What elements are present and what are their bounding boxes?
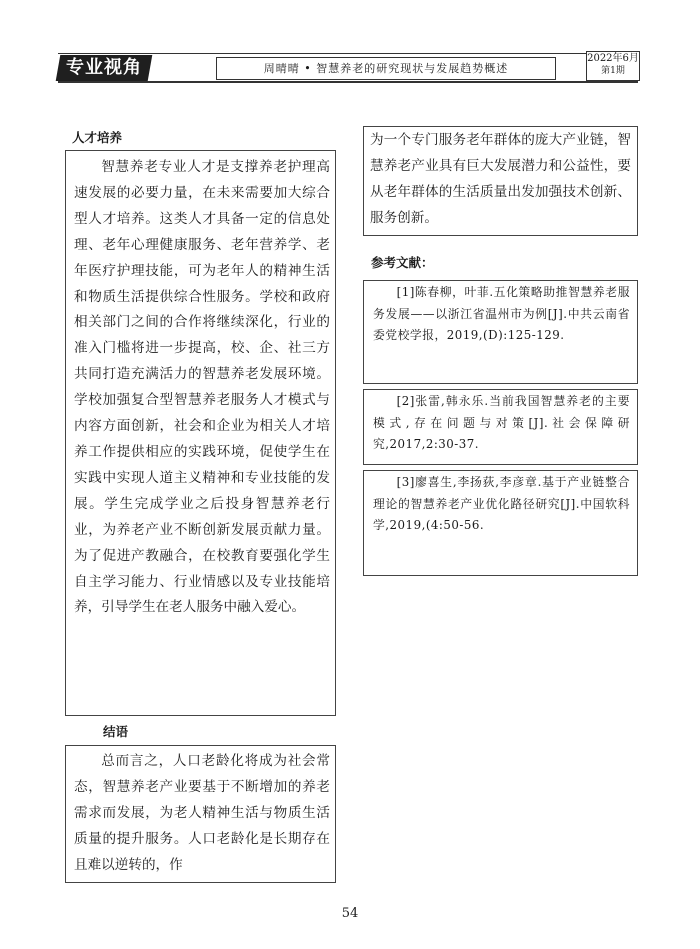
section-heading-talent-training: 人才培养	[72, 130, 123, 145]
references-heading: 参考文献：	[371, 255, 434, 270]
reference-item-1	[363, 280, 638, 384]
section-heading-conclusion: 结语	[103, 724, 129, 739]
reference-text-2: [2]张雷,韩永乐.当前我国智慧养老的主要模式,存在问题与对策[J].社会保障研究,2017,2:30-37.	[373, 394, 630, 451]
reference-text-3: [3]廖喜生,李扬荻,李彦章.基于产业链整合理论的智慧养老产业优化路径研究[J].中国软科学,2019,(4:50-56.	[373, 475, 630, 532]
issue-number: 第1期	[601, 66, 625, 76]
column-brand-badge	[56, 55, 153, 81]
reference-item-2	[363, 389, 638, 465]
running-header-title: 周晴晴 • 智慧养老的研究现状与发展趋势概述	[216, 57, 556, 80]
page-number: 54	[341, 906, 359, 921]
conclusion-text-box	[65, 745, 336, 883]
continuation-text-box	[363, 126, 638, 236]
header-rule-bottom	[58, 81, 638, 83]
header-rule-top	[58, 53, 638, 54]
issue-year: 2022年6月	[587, 53, 639, 64]
reference-item-3	[363, 470, 638, 576]
talent-training-paragraph: 智慧养老专业人才是支撑养老护理高速发展的必要力量，在未来需要加大综合型人才培养。这类人才具备一定的信息处理、老年心理健康服务、老年营养学、老年医疗护理技能，可为老年人的精神生活和物质生活提供综合性服务。学校和政府相关部门之间的合作将继续深化，行业的准入门槛将进一步提高，校、企、社三方共同打造充满活力的智慧养老发展环境。学校加强复合型智慧养老服务人才模式与内容方面创新，社会和企业为相关人才培养工作提供相应的实践环境，促使学生在实践中实现人道主义精神和专业技能的发展。学生完成学业之后投身智慧养老行业，为养老产业不断创新发展贡献力量。为了促进产教融合，在校教育要强化学生自主学习能力、行业情感以及专业技能培养，引导学生在老人服务中融入爱心。	[74, 159, 330, 616]
continuation-paragraph: 为一个专门服务老年群体的庞大产业链，智慧养老产业具有巨大发展潜力和公益性，要从老年群体的生活质量出发加强技术创新、服务创新。	[370, 132, 631, 226]
reference-text-1: [1]陈春柳，叶菲.五化策略助推智慧养老服务发展——以浙江省温州市为例[J].中共云南省委党校学报，2019,(D):125-129.	[373, 285, 630, 342]
column-brand-label: 专业视角	[66, 57, 142, 78]
talent-training-text-box	[65, 150, 336, 716]
conclusion-paragraph: 总而言之，人口老龄化将成为社会常态，智慧养老产业要基于不断增加的养老需求而发展，为老人精神生活与物质生活质量的提升服务。人口老龄化是长期存在且难以逆转的，作	[74, 753, 330, 873]
issue-info-box	[586, 51, 640, 81]
